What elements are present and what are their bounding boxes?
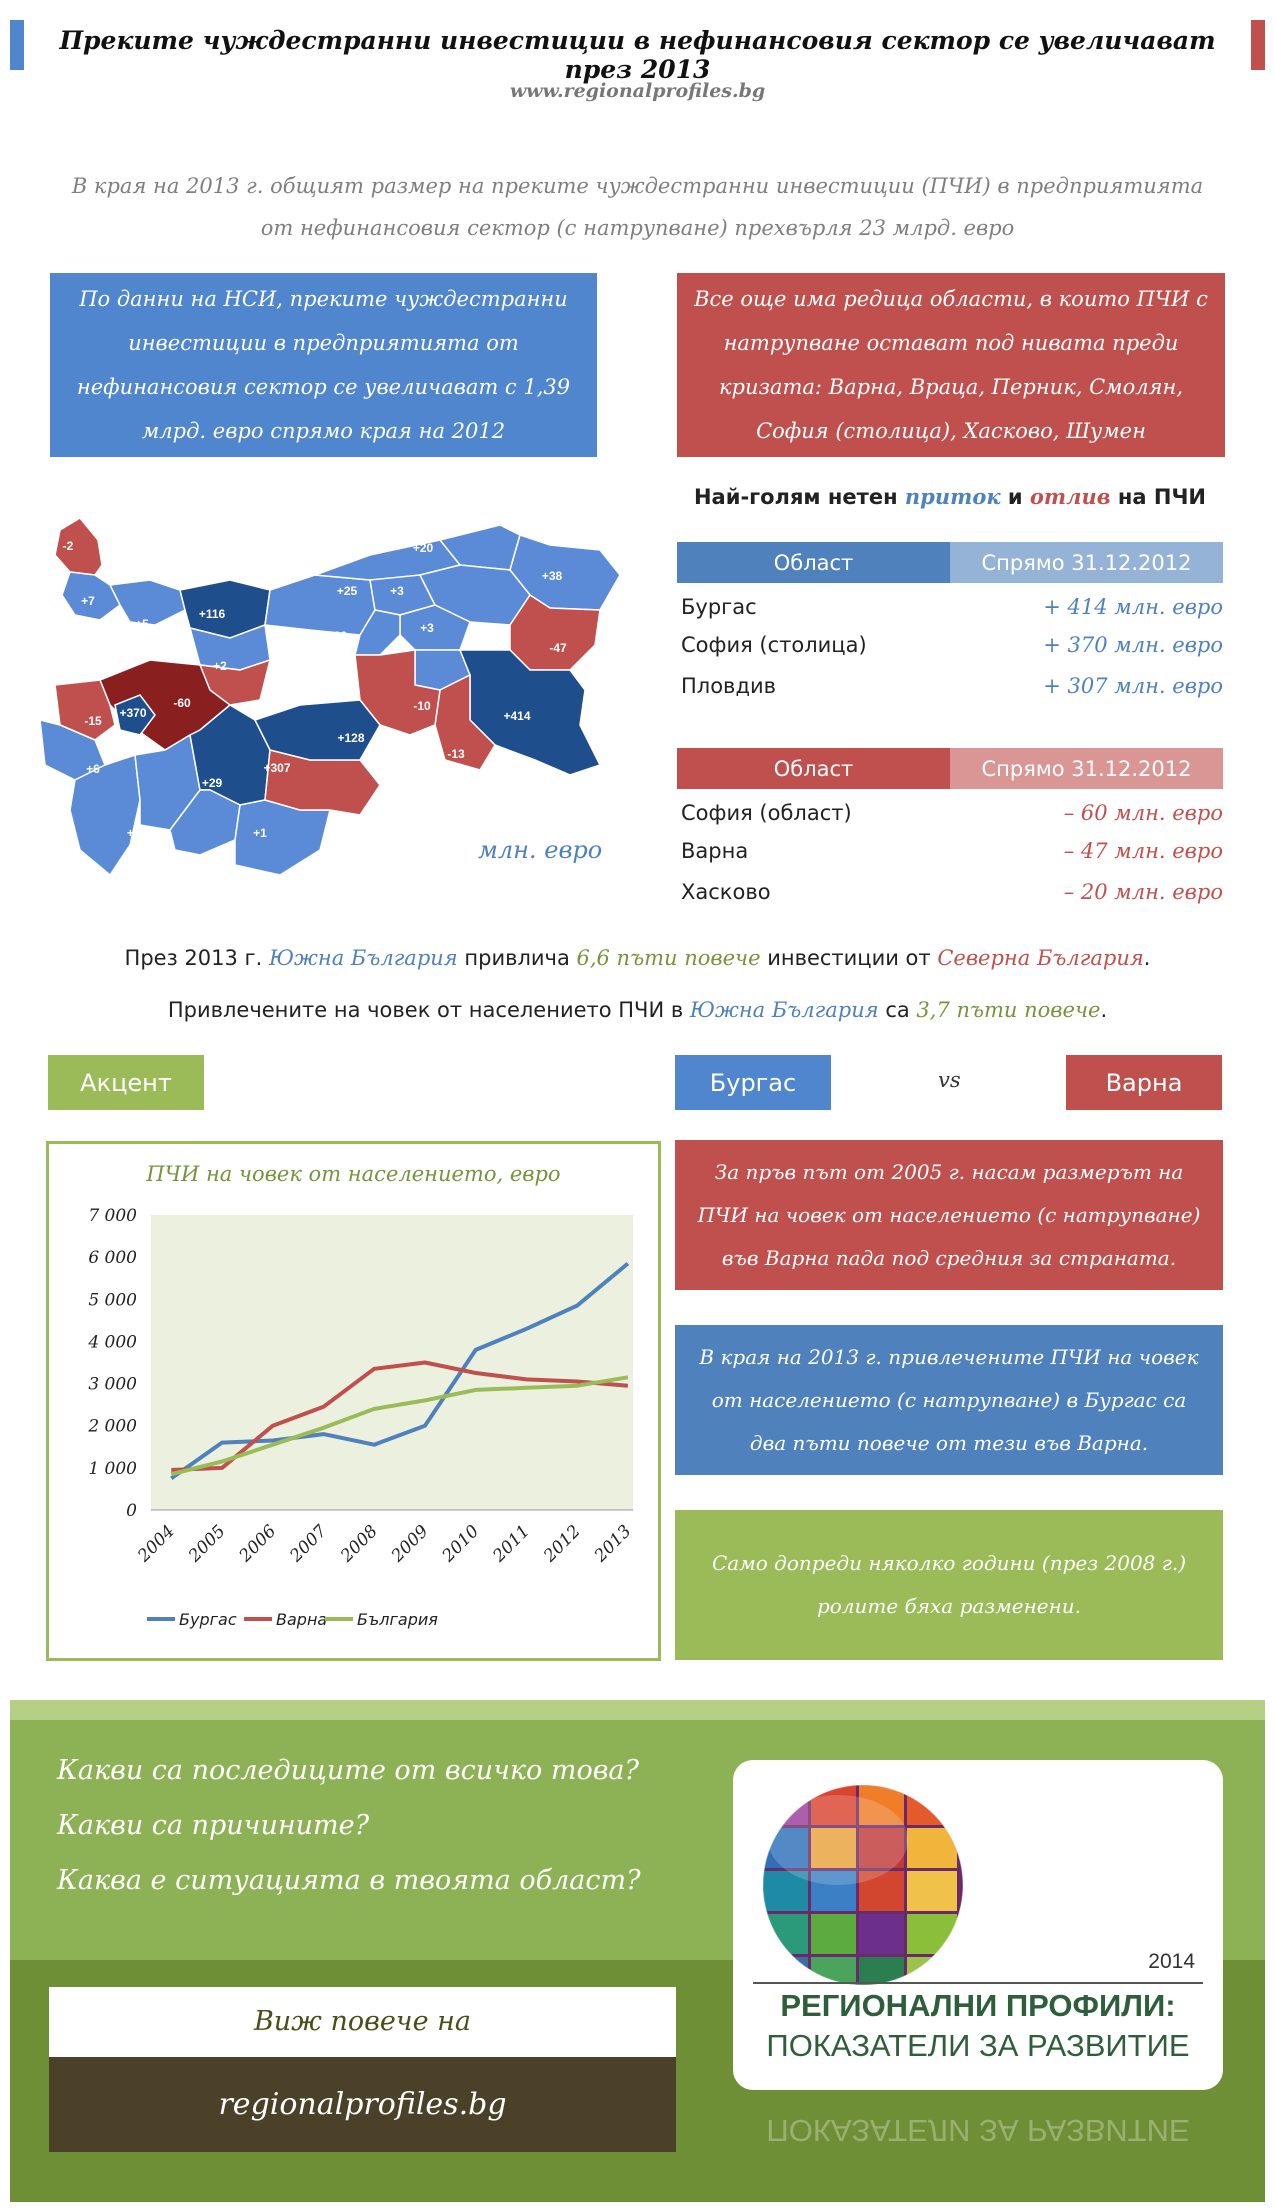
see-more-label: Виж повече на [49,1987,676,2057]
table-row [677,624,1223,665]
map-label-25: -20 [364,799,382,813]
map-label-10: +3 [420,621,434,635]
footer-url-link[interactable]: regionalprofiles.bg [49,2057,676,2152]
inflow-region: София (столица) [681,632,867,657]
x-tick-label: 2008 [337,1521,382,1567]
map-label-4: +116 [198,607,226,621]
outflow-value: – 20 млн. евро [1063,879,1223,904]
header-accent-right [1251,20,1265,70]
outflow-col-region: Област [677,748,950,789]
summary-1-d: . [1143,946,1151,970]
y-tick-label: 5 000 [88,1290,137,1311]
info-box-red [677,273,1225,457]
outflow-region: Хасково [681,879,771,904]
site-url[interactable]: www.regionalprofiles.bg [509,80,766,102]
outflow-value: – 60 млн. евро [1063,800,1223,825]
chart-title: ПЧИ на човек от населението, евро [146,1162,561,1186]
map-label-5: +20 [412,541,434,555]
inflow-table-header [677,542,1223,583]
x-tick-label: 2012 [539,1521,585,1567]
vs-label: vs [938,1068,961,1092]
logo-card [733,1760,1223,2090]
inflow-region: Бургас [681,594,757,619]
map-label-2: +7 [81,594,95,608]
summary-1-north: Северна България [937,946,1144,970]
map-unit: млн. евро [478,836,603,864]
footer-top-strip [10,1700,1265,1720]
note-blue-text: В края на 2013 г. привлечените ПЧИ на човек от населението (с натрупване) в Бургас са два пъти повече от тези във Варна. [699,1344,1199,1455]
y-tick-label: 1 000 [88,1458,137,1479]
inflow-region: Пловдив [681,673,776,698]
table-row [677,665,1223,706]
legend-label: България [357,1610,438,1629]
outflow-table [677,748,1223,912]
map-label-8: +38 [541,569,563,583]
info-box-blue-text: По данни на НСИ, преките чуждестранни инвестиции в предприятията от нефинансовия сектор се увеличават с 1,39 млрд. евро спрямо края на 2012 [76,287,571,443]
map-label-1: -2 [62,539,74,553]
y-tick-label: 0 [126,1501,137,1521]
summary-line-2 [40,998,1235,1022]
flows-title [677,484,1223,509]
burgas-tab: Бургас [675,1055,831,1110]
summary-1-c: инвестиции от [760,946,938,970]
outflow-value: – 47 млн. евро [1063,838,1223,863]
map-label-22: -10 [413,699,431,713]
globe-icon [753,1780,973,1990]
summary-2-c: . [1100,998,1108,1022]
y-tick-label: 3 000 [88,1374,137,1395]
inflow-value: + 414 млн. евро [1043,594,1223,619]
map-label-24: -13 [447,747,465,761]
legend-label: Бургас [179,1610,237,1629]
inflow-value: + 307 млн. евро [1043,673,1223,698]
note-blue [675,1325,1223,1475]
note-green [675,1510,1223,1660]
info-box-red-text: Все още има редица области, в които ПЧИ с натрупване остават под нивата преди кризата: Варна, Враца, Перник, Смолян, София (столица), Хасково, Шумен [694,287,1208,443]
y-tick-label: 6 000 [88,1248,137,1269]
outflow-region: София (област) [681,800,852,825]
outflow-col-change: Спрямо 31.12.2012 [950,748,1223,789]
outflow-table-header [677,748,1223,789]
map-label-20: +307 [263,761,291,775]
map-label-3: +5 [135,617,149,631]
fdi-per-capita-chart [49,1144,658,1658]
x-tick-label: 2007 [286,1521,332,1567]
logo-reflection [733,2100,1223,2190]
map-label-16: -60 [173,696,191,710]
footer-q2: Какви са причините? [57,1810,370,1841]
map-label-12: +2 [213,659,227,673]
footer [10,1700,1265,2202]
outflow-region: Варна [681,838,749,863]
logo-line-2: ПОКАЗАТЕЛИ ЗА РАЗВИТИЕ [766,2028,1190,2063]
table-row [677,830,1223,871]
map-region-stzagora-south [255,700,380,760]
map-label-13: -16 [264,672,282,686]
x-tick-label: 2011 [489,1521,534,1567]
footer-q3: Каква е ситуацията в твоята област? [57,1865,641,1896]
map-label-7: +3 [390,584,404,598]
flows-title-b: на ПЧИ [1110,485,1207,509]
map-label-27: +1 [253,826,267,840]
y-tick-label: 7 000 [88,1206,137,1226]
summary-1-south: Южна България [268,946,458,970]
summary-2-b: са [878,998,917,1022]
flows-title-and: и [1000,485,1030,509]
info-box-blue [50,273,597,457]
map-label-11: -47 [549,641,567,655]
x-tick-label: 2009 [387,1521,433,1567]
legend-label: Варна [276,1610,328,1629]
map-region-vtarnovo [265,575,375,635]
table-row [677,583,1223,624]
map-label-26: +46 [126,826,148,840]
y-tick-label: 4 000 [88,1332,137,1353]
summary-2-a: Привлечените на човек от населението ПЧИ в [167,998,690,1022]
map-label-14: +5 [318,642,332,656]
page-title: Преките чуждестранни инвестиции в нефинансовия сектор се увеличават през 2013 [59,26,1216,84]
flows-title-inflow: приток [904,484,1001,509]
note-red-text: За пръв път от 2005 г. насам размерът на ПЧИ на човек от населението (с натрупване) във Варна пада под средния за страната. [697,1159,1201,1270]
logo-reflection-line-2: ПОКАЗАТЕЛИ ЗА РАЗВИТИЕ [766,2113,1190,2148]
inflow-table [677,542,1223,706]
map-label-9: +23 [326,629,348,643]
y-tick-label: 2 000 [88,1416,137,1437]
logo-year: 2014 [1148,1950,1195,1973]
map-label-23: +414 [503,709,531,723]
summary-1-b: привлича [457,946,577,970]
flows-title-a: Най-голям нетен [693,485,905,509]
summary-1-times: 6,6 пъти повече [576,946,761,970]
flows-title-outflow: отлив [1029,484,1111,509]
table-row [677,871,1223,912]
summary-line-1 [40,946,1235,970]
intro-text: В края на 2013 г. общият размер на преките чуждестранни инвестиции (ПЧИ) в предприятията от нефинансовия сектор (с натрупване) прехвърля 23 млрд. евро [71,174,1204,240]
x-tick-label: 2010 [438,1521,484,1567]
x-tick-label: 2013 [590,1521,636,1567]
logo-year-rule [753,1982,1203,1984]
x-tick-label: 2005 [184,1521,230,1567]
x-tick-label: 2004 [134,1521,179,1567]
map-label-21: +128 [337,731,365,745]
accent-label: Акцент [48,1055,204,1110]
logo-line-1: РЕГИОНАЛНИ ПРОФИЛИ: [780,1988,1176,2023]
summary-1-a: През 2013 г. [124,946,269,970]
note-red [675,1140,1223,1290]
map-label-15: +370 [119,706,147,720]
map-label-28: +21 [329,851,351,865]
x-tick-label: 2006 [235,1521,281,1567]
map-label-6: +25 [336,584,358,598]
map-label-18: +6 [86,762,100,776]
header-accent-left [10,20,24,70]
note-green-text: Само допреди няколко години (през 2008 г.) ролите бяха разменени. [711,1551,1187,1618]
summary-2-south: Южна България [689,998,879,1022]
map-label-19: +29 [201,776,223,790]
table-row [677,789,1223,830]
summary-2-times: 3,7 пъти повече [916,998,1101,1022]
inflow-col-change: Спрямо 31.12.2012 [950,542,1223,583]
footer-q1: Какви са последиците от всичко това? [57,1755,640,1786]
varna-tab: Варна [1066,1055,1222,1110]
map-region-kardzhali [235,800,330,875]
inflow-col-region: Област [677,542,950,583]
inflow-value: + 370 млн. евро [1043,632,1223,657]
map-label-17: -15 [84,714,102,728]
